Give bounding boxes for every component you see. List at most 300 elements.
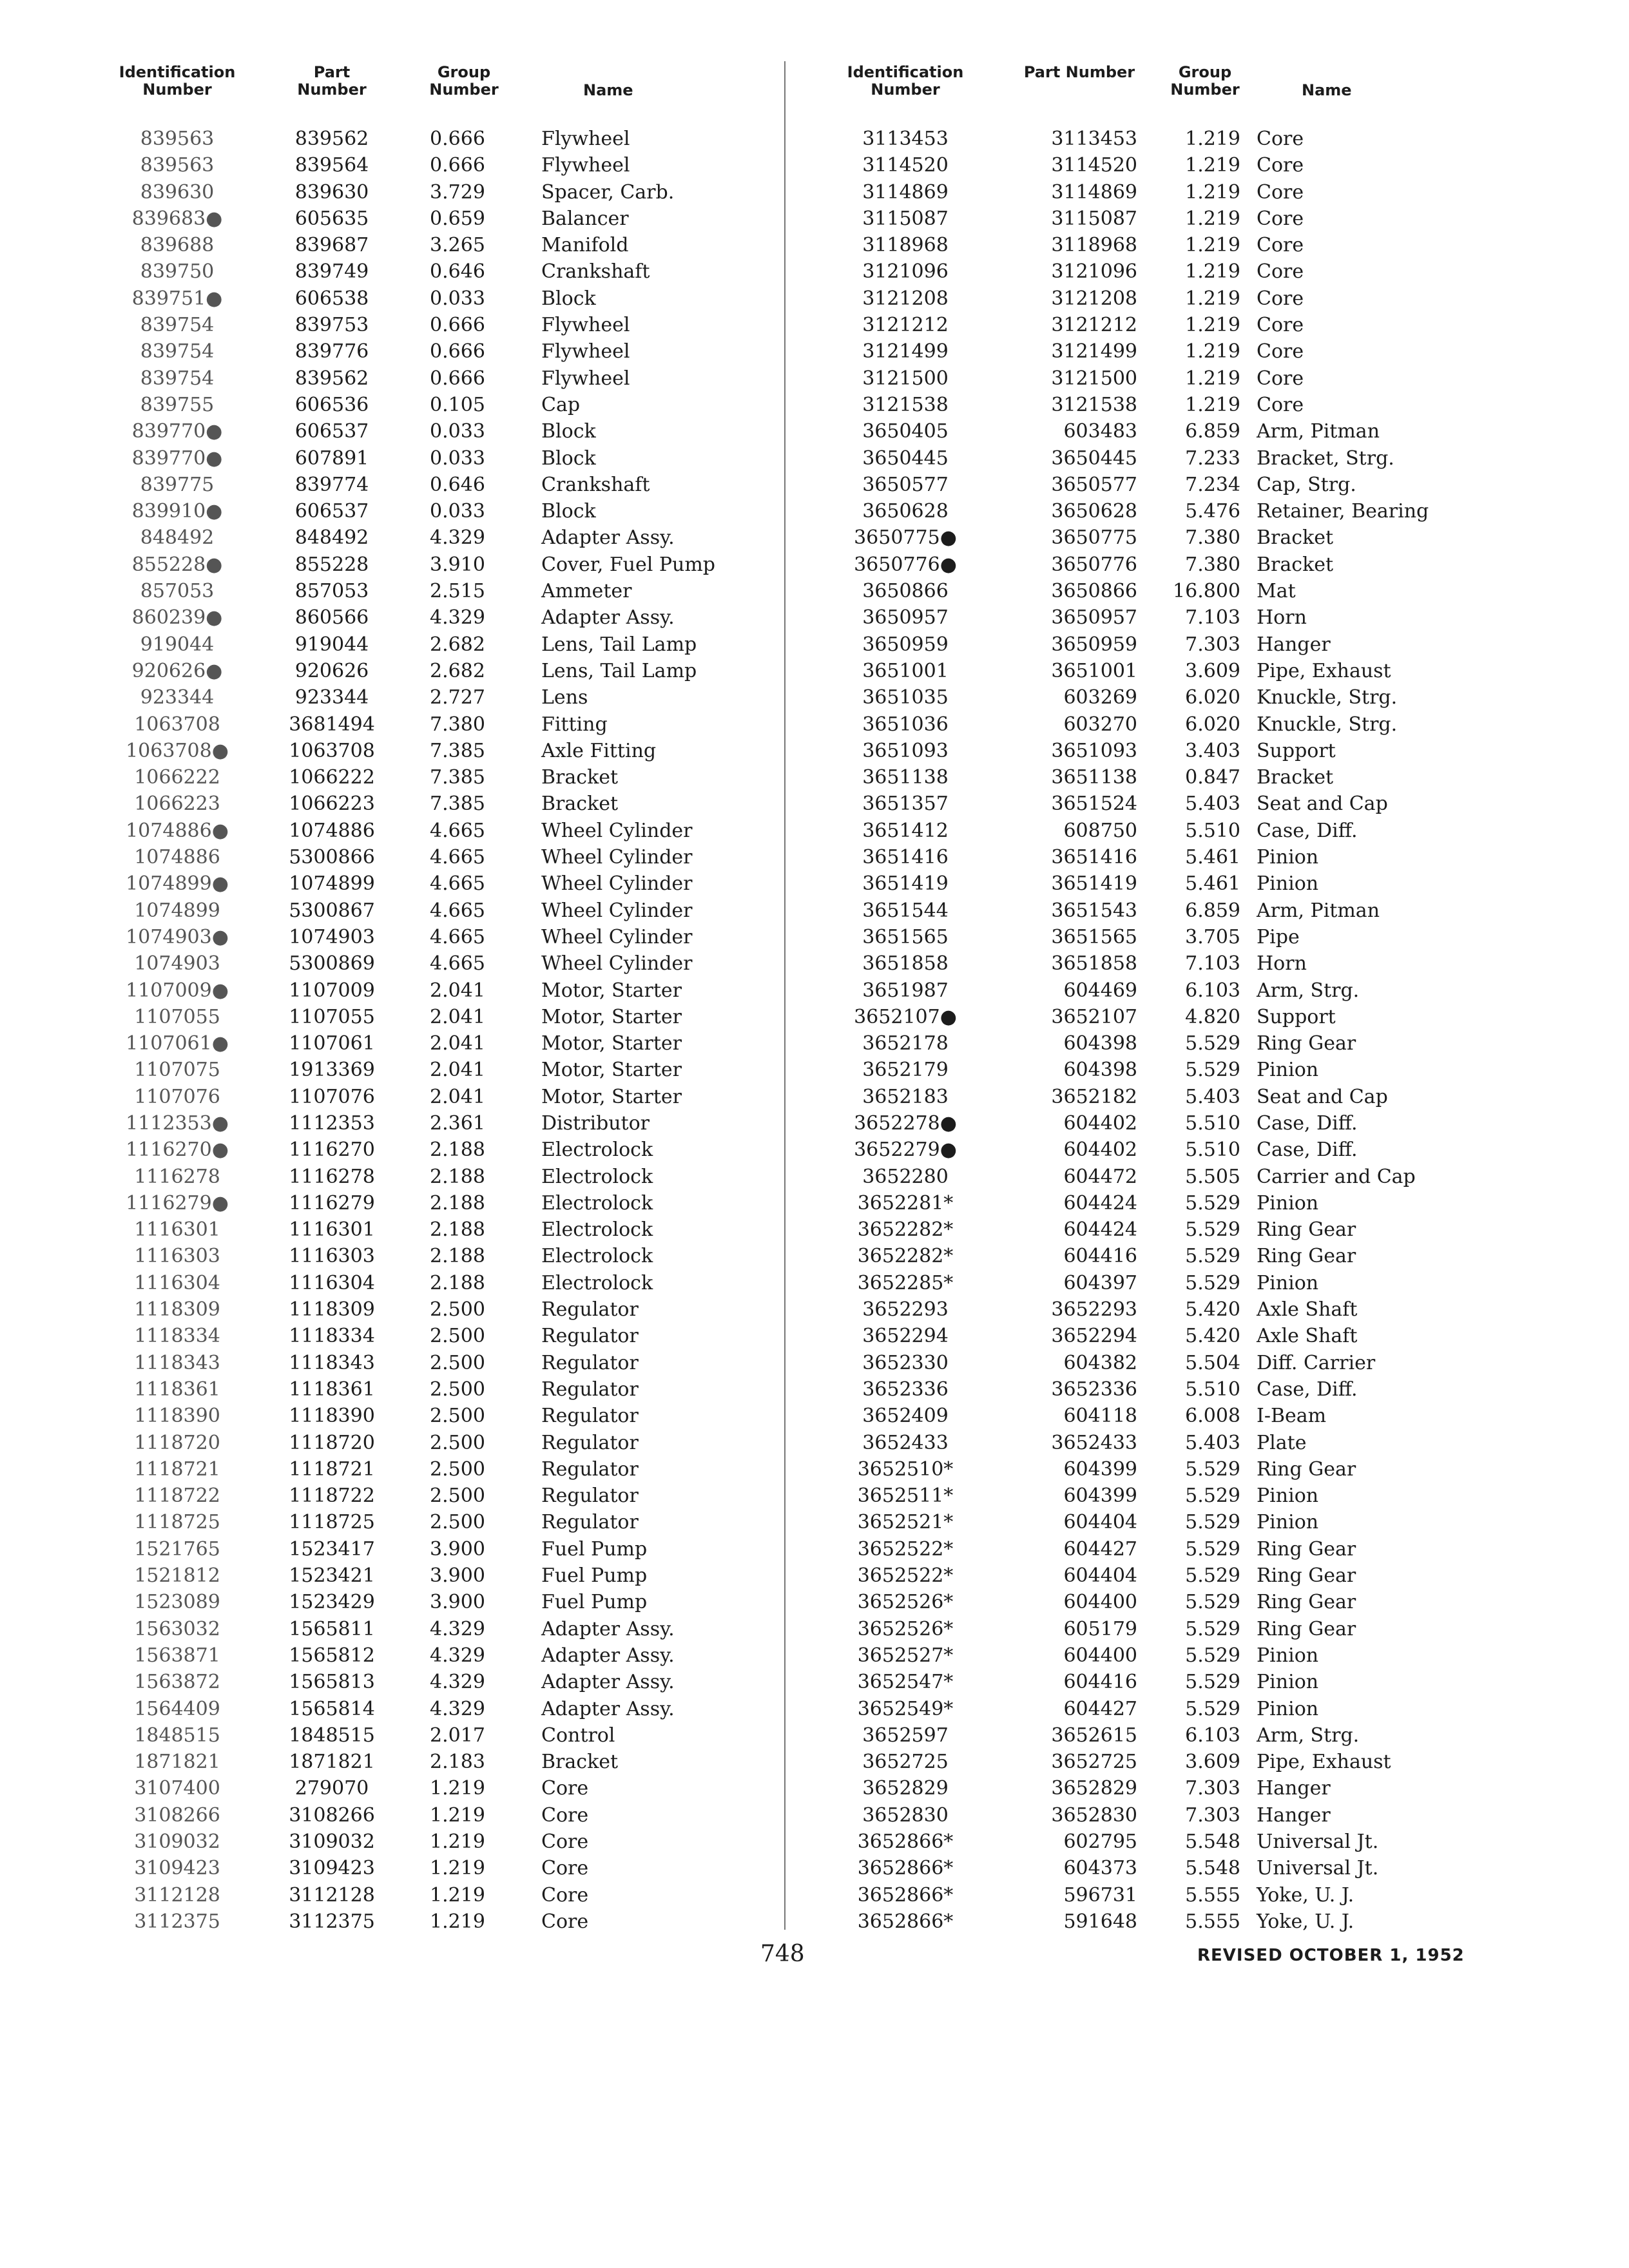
table-row: [802, 1562, 1479, 1589]
revision-note: REVISED OCTOBER 1, 1952: [1197, 1946, 1465, 1965]
table-row: [802, 1430, 1479, 1456]
identification-number-cell: 3115087: [862, 207, 949, 230]
part-number-cell: 279070: [294, 1777, 369, 1800]
name-cell: Block: [541, 287, 596, 310]
identification-number-cell: 839775: [140, 473, 215, 496]
group-number-cell: 2.500: [430, 1511, 485, 1534]
part-number-cell: 3650959: [1051, 633, 1137, 656]
identification-number-cell: 1118343: [134, 1351, 220, 1374]
group-number-cell: 1.219: [1185, 260, 1240, 284]
group-number-cell: 6.103: [1185, 1724, 1240, 1747]
table-row: [802, 711, 1479, 738]
group-number-cell: 5.529: [1185, 1191, 1240, 1215]
identification-number-cell: 3113453: [862, 128, 949, 150]
part-number-cell: 604424: [1063, 1191, 1137, 1215]
table-row: [802, 1722, 1479, 1749]
name-cell: Bracket, Strg.: [1257, 447, 1394, 470]
part-number-cell: 1116303: [289, 1245, 375, 1268]
name-cell: Motor, Starter: [541, 979, 682, 1002]
table-row: [802, 338, 1479, 365]
name-cell: Electrolock: [541, 1139, 653, 1162]
table-row: [802, 1669, 1479, 1695]
group-number-cell: 5.510: [1185, 1378, 1240, 1401]
group-number-cell: 7.303: [1185, 1777, 1240, 1800]
identification-number-cell: 3652278●: [854, 1111, 957, 1135]
name-cell: Case, Diff.: [1257, 1378, 1358, 1401]
identification-number-cell: 839770●: [131, 420, 223, 443]
part-number-cell: 604404: [1063, 1564, 1137, 1588]
identification-number-cell: 1521765: [134, 1537, 220, 1561]
identification-number-cell: 3652597: [862, 1724, 949, 1747]
identification-number-cell: 1107009●: [126, 979, 229, 1002]
identification-number-cell: 3652285*: [857, 1271, 954, 1294]
group-number-cell: 4.665: [430, 819, 485, 842]
group-number-cell: 0.666: [430, 367, 485, 390]
name-cell: Bracket: [541, 766, 619, 789]
table-row: [802, 1536, 1479, 1562]
name-cell: Core: [1257, 393, 1304, 416]
identification-number-cell: 3652866*: [857, 1910, 954, 1933]
group-number-cell: 1.219: [1185, 154, 1240, 177]
identification-number-cell: 3651416: [862, 846, 949, 869]
table-row: [103, 445, 773, 472]
identification-number-cell: 3652522*: [857, 1564, 954, 1588]
group-number-cell: 4.329: [430, 1697, 485, 1720]
name-cell: Core: [1257, 207, 1304, 230]
part-number-cell: 606537: [294, 420, 369, 443]
identification-number-cell: 839754: [140, 314, 215, 337]
table-row: [103, 1722, 773, 1749]
part-number-cell: 604402: [1063, 1139, 1137, 1162]
identification-number-cell: 3652725: [862, 1751, 949, 1774]
header-identification-number: Identification Number: [847, 63, 964, 99]
name-cell: Horn: [1257, 606, 1307, 629]
group-number-cell: 5.529: [1185, 1671, 1240, 1694]
part-number-cell: 839562: [294, 367, 369, 390]
table-row: [802, 1004, 1479, 1030]
group-number-cell: 6.008: [1185, 1405, 1240, 1428]
group-number-cell: 1.219: [430, 1777, 485, 1800]
header-identification-number: Identification Number: [119, 63, 236, 99]
name-cell: Ring Gear: [1257, 1591, 1356, 1614]
table-row: [103, 1509, 773, 1535]
group-number-cell: 2.041: [430, 1085, 485, 1108]
identification-number-cell: 1523089: [134, 1591, 220, 1614]
part-number-cell: 604416: [1063, 1671, 1137, 1694]
table-row: [103, 578, 773, 604]
part-number-cell: 3115087: [1051, 207, 1137, 230]
identification-number-cell: 1074899●: [126, 872, 229, 896]
name-cell: Fuel Pump: [541, 1591, 648, 1614]
group-number-cell: 2.188: [430, 1139, 485, 1162]
identification-number-cell: 1116301: [134, 1218, 220, 1242]
table-row: [802, 472, 1479, 498]
group-number-cell: 1.219: [1185, 393, 1240, 416]
group-number-cell: 4.329: [430, 606, 485, 629]
part-number-cell: 3681494: [289, 713, 375, 736]
group-number-cell: 2.041: [430, 1032, 485, 1055]
part-number-cell: 3651001: [1051, 659, 1137, 682]
identification-number-cell: 923344: [140, 686, 215, 709]
group-number-cell: 7.380: [1185, 526, 1240, 550]
name-cell: Wheel Cylinder: [541, 899, 693, 922]
table-row: [103, 392, 773, 418]
table-row: [802, 1030, 1479, 1057]
part-number-cell: 839630: [294, 180, 369, 204]
part-number-cell: 1118390: [289, 1405, 375, 1428]
table-row: [103, 1296, 773, 1323]
table-row: [802, 1509, 1479, 1535]
group-number-cell: 7.380: [430, 713, 485, 736]
part-number-cell: 3113453: [1051, 128, 1137, 150]
name-cell: Block: [541, 420, 596, 443]
identification-number-cell: 3109423: [134, 1857, 220, 1880]
group-number-cell: 2.017: [430, 1724, 485, 1747]
name-cell: Pinion: [1257, 1671, 1319, 1694]
table-row: [802, 126, 1479, 152]
name-cell: Bracket: [1257, 553, 1334, 576]
identification-number-cell: 3650957: [862, 606, 949, 629]
part-number-cell: 3651419: [1051, 872, 1137, 896]
part-number-cell: 923344: [294, 686, 369, 709]
part-number-cell: 839687: [294, 234, 369, 257]
name-cell: Seat and Cap: [1257, 1085, 1388, 1108]
name-cell: Regulator: [541, 1457, 639, 1481]
table-row: [802, 738, 1479, 764]
identification-number-cell: 3651357: [862, 793, 949, 816]
part-number-cell: 3650577: [1051, 473, 1137, 496]
table-row: [802, 791, 1479, 817]
group-number-cell: 5.461: [1185, 872, 1240, 896]
table-row: [103, 285, 773, 312]
group-number-cell: 2.188: [430, 1271, 485, 1294]
group-number-cell: 0.033: [430, 447, 485, 470]
group-number-cell: 0.033: [430, 287, 485, 310]
part-number-cell: 3651093: [1051, 739, 1137, 762]
identification-number-cell: 1107061●: [126, 1032, 229, 1055]
part-number-cell: 1118725: [289, 1511, 375, 1534]
group-number-cell: 5.529: [1185, 1032, 1240, 1055]
identification-number-cell: 3651412: [862, 819, 949, 842]
part-number-cell: 3651858: [1051, 952, 1137, 975]
table-row: [103, 152, 773, 178]
identification-number-cell: 1116303: [134, 1245, 220, 1268]
name-cell: Arm, Strg.: [1257, 1724, 1360, 1747]
part-number-cell: 839776: [294, 340, 369, 363]
table-row: [802, 924, 1479, 950]
table-row: [802, 1616, 1479, 1642]
right-table-body: [802, 126, 1479, 1935]
identification-number-cell: 1118390: [134, 1405, 220, 1428]
name-cell: Ring Gear: [1257, 1617, 1356, 1640]
group-number-cell: 6.020: [1185, 713, 1240, 736]
identification-number-cell: 1116304: [134, 1271, 220, 1294]
table-row: [103, 1802, 773, 1829]
name-cell: Core: [1257, 154, 1304, 177]
name-cell: Knuckle, Strg.: [1257, 686, 1398, 709]
table-row: [103, 1057, 773, 1083]
name-cell: Motor, Starter: [541, 1059, 682, 1082]
identification-number-cell: 3650445: [862, 447, 949, 470]
part-number-cell: 1523421: [289, 1564, 375, 1588]
group-number-cell: 2.041: [430, 1059, 485, 1082]
name-cell: Pinion: [1257, 1644, 1319, 1667]
name-cell: Regulator: [541, 1511, 639, 1534]
table-row: [103, 1004, 773, 1030]
table-row: [802, 818, 1479, 844]
name-cell: Fuel Pump: [541, 1537, 648, 1561]
table-row: [103, 1669, 773, 1695]
table-row: [103, 472, 773, 498]
identification-number-cell: 3651858: [862, 952, 949, 975]
identification-number-cell: 1066222: [134, 766, 220, 789]
table-row: [802, 1243, 1479, 1269]
part-number-cell: 1565814: [289, 1697, 375, 1720]
identification-number-cell: 3651035: [862, 686, 949, 709]
table-row: [802, 152, 1479, 178]
group-number-cell: 1.219: [1185, 128, 1240, 150]
table-row: [802, 1749, 1479, 1775]
identification-number-cell: 839770●: [131, 447, 223, 470]
identification-number-cell: 3651036: [862, 713, 949, 736]
name-cell: Electrolock: [541, 1245, 653, 1268]
part-number-cell: 1118720: [289, 1431, 375, 1454]
name-cell: Core: [1257, 180, 1304, 204]
table-row: [103, 312, 773, 338]
table-row: [103, 818, 773, 844]
name-cell: Pinion: [1257, 1271, 1319, 1294]
group-number-cell: 0.847: [1185, 766, 1240, 789]
name-cell: Core: [1257, 234, 1304, 257]
group-number-cell: 5.510: [1185, 1139, 1240, 1162]
part-number-cell: 3121499: [1051, 340, 1137, 363]
identification-number-cell: 3112128: [134, 1883, 220, 1907]
part-number-cell: 596731: [1063, 1883, 1137, 1907]
part-number-cell: 1107055: [289, 1005, 375, 1028]
identification-number-cell: 860239●: [131, 606, 223, 629]
part-number-cell: 1066223: [289, 793, 375, 816]
group-number-cell: 2.727: [430, 686, 485, 709]
table-row: [103, 1749, 773, 1775]
name-cell: Seat and Cap: [1257, 793, 1388, 816]
identification-number-cell: 1848515: [134, 1724, 220, 1747]
header-name: Name: [583, 81, 633, 99]
part-number-cell: 1913369: [289, 1059, 375, 1082]
group-number-cell: 5.529: [1185, 1271, 1240, 1294]
name-cell: Ring Gear: [1257, 1218, 1356, 1242]
table-row: [103, 365, 773, 392]
name-cell: Flywheel: [541, 128, 630, 150]
table-row: [103, 1216, 773, 1243]
identification-number-cell: 3652183: [862, 1085, 949, 1108]
group-number-cell: 1.219: [1185, 367, 1240, 390]
table-row: [802, 578, 1479, 604]
table-row: [103, 898, 773, 924]
identification-number-cell: 3652866*: [857, 1857, 954, 1880]
group-number-cell: 5.529: [1185, 1617, 1240, 1640]
group-number-cell: 0.659: [430, 207, 485, 230]
part-number-cell: 1063708: [289, 739, 375, 762]
part-number-cell: 603483: [1063, 420, 1137, 443]
table-row: [802, 365, 1479, 392]
table-row: [802, 1350, 1479, 1376]
name-cell: Cover, Fuel Pump: [541, 553, 716, 576]
name-cell: Bracket: [541, 1751, 619, 1774]
name-cell: Case, Diff.: [1257, 1139, 1358, 1162]
part-number-cell: 1112353: [289, 1111, 375, 1135]
part-number-cell: 3108266: [289, 1803, 375, 1827]
group-number-cell: 5.476: [1185, 500, 1240, 523]
part-number-cell: 606536: [294, 393, 369, 416]
table-row: [802, 1829, 1479, 1855]
part-number-cell: 604398: [1063, 1032, 1137, 1055]
identification-number-cell: 3114869: [862, 180, 949, 204]
left-parts-table: [103, 61, 773, 1935]
identification-number-cell: 3652279●: [854, 1139, 957, 1162]
group-number-cell: 5.461: [1185, 846, 1240, 869]
name-cell: Axle Fitting: [541, 739, 657, 762]
table-row: [802, 1270, 1479, 1296]
name-cell: Axle Shaft: [1257, 1325, 1358, 1348]
group-number-cell: 3.403: [1185, 739, 1240, 762]
table-row: [103, 1696, 773, 1722]
group-number-cell: 3.265: [430, 234, 485, 257]
part-number-cell: 3652829: [1051, 1777, 1137, 1800]
name-cell: Core: [541, 1803, 589, 1827]
name-cell: Adapter Assy.: [541, 606, 675, 629]
group-number-cell: 5.555: [1185, 1883, 1240, 1907]
table-row: [103, 844, 773, 870]
name-cell: Regulator: [541, 1378, 639, 1401]
group-number-cell: 3.900: [430, 1537, 485, 1561]
table-row: [802, 232, 1479, 258]
identification-number-cell: 1112353●: [126, 1111, 229, 1135]
part-number-cell: 604382: [1063, 1351, 1137, 1374]
table-row: [103, 1642, 773, 1669]
name-cell: Hanger: [1257, 1777, 1331, 1800]
group-number-cell: 5.403: [1185, 793, 1240, 816]
identification-number-cell: 3652526*: [857, 1617, 954, 1640]
group-number-cell: 0.646: [430, 260, 485, 284]
part-number-cell: 1116278: [289, 1165, 375, 1188]
name-cell: Axle Shaft: [1257, 1298, 1358, 1321]
group-number-cell: 0.033: [430, 420, 485, 443]
table-row: [802, 950, 1479, 977]
part-number-cell: 604400: [1063, 1591, 1137, 1614]
name-cell: Flywheel: [541, 367, 630, 390]
group-number-cell: 1.219: [1185, 340, 1240, 363]
group-number-cell: 0.033: [430, 500, 485, 523]
identification-number-cell: 3652830: [862, 1803, 949, 1827]
name-cell: Bracket: [1257, 526, 1334, 550]
identification-number-cell: 3650776●: [854, 553, 957, 576]
group-number-cell: 2.183: [430, 1751, 485, 1774]
name-cell: Fuel Pump: [541, 1564, 648, 1588]
part-number-cell: 604424: [1063, 1218, 1137, 1242]
name-cell: Wheel Cylinder: [541, 925, 693, 948]
part-number-cell: 3652336: [1051, 1378, 1137, 1401]
identification-number-cell: 3652281*: [857, 1191, 954, 1215]
group-number-cell: 2.041: [430, 979, 485, 1002]
table-row: [103, 498, 773, 524]
name-cell: Cap, Strg.: [1257, 473, 1356, 496]
part-number-cell: 1066222: [289, 766, 375, 789]
left-table-header: [103, 61, 773, 126]
name-cell: Regulator: [541, 1351, 639, 1374]
identification-number-cell: 3650405: [862, 420, 949, 443]
identification-number-cell: 3118968: [862, 234, 949, 257]
part-number-cell: 848492: [294, 526, 369, 550]
group-number-cell: 2.188: [430, 1218, 485, 1242]
name-cell: Yoke, U. J.: [1257, 1883, 1354, 1907]
identification-number-cell: 839751●: [131, 287, 223, 310]
group-number-cell: 5.510: [1185, 1111, 1240, 1135]
table-row: [103, 524, 773, 551]
group-number-cell: 7.303: [1185, 1803, 1240, 1827]
name-cell: Pinion: [1257, 1485, 1319, 1508]
name-cell: Universal Jt.: [1257, 1857, 1379, 1880]
table-row: [103, 604, 773, 631]
identification-number-cell: 3112375: [134, 1910, 220, 1933]
name-cell: Ring Gear: [1257, 1537, 1356, 1561]
part-number-cell: 855228: [294, 553, 369, 576]
name-cell: Ring Gear: [1257, 1564, 1356, 1588]
table-row: [103, 1110, 773, 1137]
part-number-cell: 1116279: [289, 1191, 375, 1215]
identification-number-cell: 3109032: [134, 1831, 220, 1853]
part-number-cell: 3121212: [1051, 314, 1137, 337]
group-number-cell: 2.188: [430, 1191, 485, 1215]
table-row: [103, 1855, 773, 1881]
name-cell: Arm, Pitman: [1257, 899, 1380, 922]
name-cell: Hanger: [1257, 1803, 1331, 1827]
group-number-cell: 2.500: [430, 1325, 485, 1348]
identification-number-cell: 1563871: [134, 1644, 220, 1667]
name-cell: Case, Diff.: [1257, 819, 1358, 842]
identification-number-cell: 3652336: [862, 1378, 949, 1401]
part-number-cell: 605179: [1063, 1617, 1137, 1640]
name-cell: Distributor: [541, 1111, 650, 1135]
group-number-cell: 7.385: [430, 766, 485, 789]
name-cell: Motor, Starter: [541, 1005, 682, 1028]
name-cell: Flywheel: [541, 340, 630, 363]
name-cell: Wheel Cylinder: [541, 952, 693, 975]
group-number-cell: 6.103: [1185, 979, 1240, 1002]
group-number-cell: 2.188: [430, 1165, 485, 1188]
header-part-number: Part Number: [1023, 63, 1135, 81]
part-number-cell: 3650628: [1051, 500, 1137, 523]
identification-number-cell: 839683●: [131, 207, 223, 230]
group-number-cell: 4.665: [430, 872, 485, 896]
part-number-cell: 604399: [1063, 1457, 1137, 1481]
table-row: [103, 950, 773, 977]
name-cell: Fitting: [541, 713, 608, 736]
group-number-cell: 5.529: [1185, 1457, 1240, 1481]
page-number: 748: [760, 1941, 805, 1967]
name-cell: Mat: [1257, 580, 1296, 603]
group-number-cell: 1.219: [1185, 207, 1240, 230]
identification-number-cell: 3121500: [862, 367, 949, 390]
group-number-cell: 1.219: [1185, 180, 1240, 204]
identification-number-cell: 1871821: [134, 1751, 220, 1774]
name-cell: Regulator: [541, 1431, 639, 1454]
identification-number-cell: 1074903●: [126, 925, 229, 948]
identification-number-cell: 3651419: [862, 872, 949, 896]
name-cell: Pinion: [1257, 1059, 1319, 1082]
identification-number-cell: 1118722: [134, 1485, 220, 1508]
group-number-cell: 2.188: [430, 1245, 485, 1268]
name-cell: Motor, Starter: [541, 1032, 682, 1055]
